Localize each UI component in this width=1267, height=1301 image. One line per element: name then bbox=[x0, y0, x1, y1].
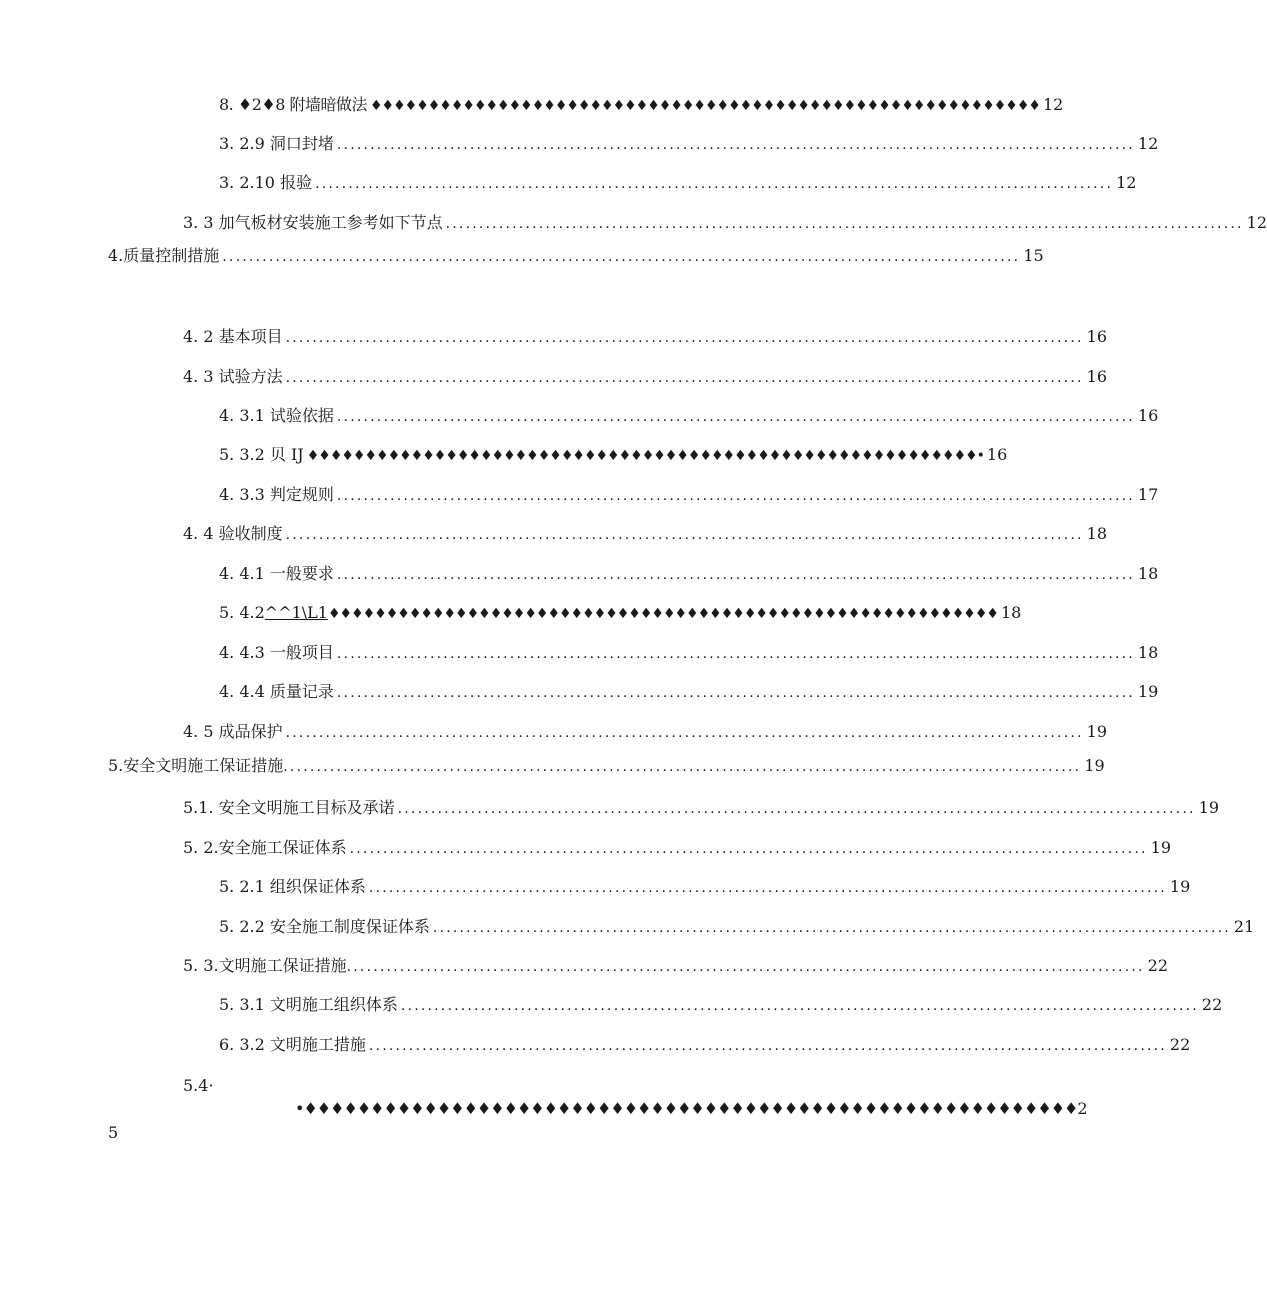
toc-leader: ........................................................................................................................ bbox=[397, 801, 1196, 817]
toc-entry-5-1[interactable] bbox=[183, 797, 1220, 820]
toc-entry-4-3-1[interactable] bbox=[219, 405, 1159, 428]
toc-leader: ........................................................................................................................ bbox=[285, 370, 1084, 386]
toc-label: 4. 4 验收制度 bbox=[183, 524, 283, 543]
toc-page-number: 19 bbox=[1086, 722, 1108, 741]
toc-leader: ........................................................................................................................ bbox=[222, 249, 1021, 265]
toc-label: 4. 2 基本项目 bbox=[183, 327, 283, 346]
toc-page-number: 12 bbox=[1116, 173, 1137, 192]
toc-label: 4. 4.4 质量记录 bbox=[219, 682, 334, 701]
toc-entry-4-3-3[interactable] bbox=[219, 484, 1159, 507]
toc-label: 5. 3.文明施工保证措施 bbox=[183, 956, 347, 975]
toc-label: 3. 3 加气板材安装施工参考如下节点 bbox=[183, 213, 443, 232]
toc-leader: ........................................................................................................................ bbox=[336, 488, 1135, 504]
toc-leader: ♦♦♦♦♦♦♦♦♦♦♦♦♦♦♦♦♦♦♦♦♦♦♦♦♦♦♦♦♦♦♦♦♦♦♦♦♦♦♦♦♦♦♦♦♦♦♦♦♦♦♦♦♦♦♦♦♦♦ bbox=[370, 98, 1040, 114]
toc-leader: ........................................................................................................................ bbox=[346, 959, 1145, 975]
toc-leader: ........................................................................................................................ bbox=[349, 841, 1148, 857]
toc-entry-4-5[interactable] bbox=[183, 721, 1108, 744]
toc-entry-4-3-2[interactable] bbox=[219, 444, 1008, 467]
toc-entry-5-4-leader: •♦♦♦♦♦♦♦♦♦♦♦♦♦♦♦♦♦♦♦♦♦♦♦♦♦♦♦♦♦♦♦♦♦♦♦♦♦♦♦♦♦♦♦♦♦♦♦♦♦♦♦♦♦♦♦♦♦♦2 bbox=[295, 1099, 1087, 1118]
toc-page-number: 19 bbox=[1137, 682, 1159, 701]
toc-leader: ♦♦♦♦♦♦♦♦♦♦♦♦♦♦♦♦♦♦♦♦♦♦♦♦♦♦♦♦♦♦♦♦♦♦♦♦♦♦♦♦♦♦♦♦♦♦♦♦♦♦♦♦♦♦♦♦♦♦ bbox=[327, 606, 998, 622]
toc-leader: ........................................................................................................................ bbox=[368, 880, 1167, 896]
toc-leader: ........................................................................................................................ bbox=[336, 567, 1135, 583]
toc-label: 5.安全文明施工保证措施 bbox=[108, 756, 284, 775]
toc-label: 5.1. 安全文明施工目标及承诺 bbox=[183, 798, 395, 817]
toc-page-number: 12 bbox=[1137, 134, 1159, 153]
toc-page-number: 22 bbox=[1147, 956, 1169, 975]
toc-leader: ........................................................................................................................ bbox=[445, 216, 1244, 232]
toc-label: 4. 5 成品保护 bbox=[183, 722, 283, 741]
toc-leader: ........................................................................................................................ bbox=[368, 1038, 1167, 1054]
toc-entry-5-2-1[interactable] bbox=[219, 876, 1191, 899]
toc-label: 4. 3 试验方法 bbox=[183, 367, 283, 386]
toc-entry-3-2-8[interactable] bbox=[219, 94, 1064, 117]
toc-page-number: 21 bbox=[1233, 917, 1255, 936]
toc-leader: ........................................................................................................................ bbox=[336, 685, 1135, 701]
toc-leader: ........................................................................................................................ bbox=[285, 330, 1084, 346]
toc-page-number: 12 bbox=[1246, 213, 1267, 232]
toc-leader: ........................................................................................................................ bbox=[400, 998, 1199, 1014]
toc-page-number: 18 bbox=[1086, 524, 1108, 543]
toc-entry-5-3-2[interactable] bbox=[219, 1034, 1191, 1057]
toc-leader: ........................................................................................................................ bbox=[283, 759, 1082, 775]
toc-entry-4-4-1[interactable] bbox=[219, 563, 1159, 586]
toc-label: 3. 2.10 报验 bbox=[219, 173, 313, 192]
toc-entry-4[interactable] bbox=[108, 245, 1044, 268]
toc-entry-5-3-1[interactable] bbox=[219, 994, 1223, 1017]
toc-page-number: 16 bbox=[1137, 406, 1159, 425]
toc-entry-3-2-10[interactable] bbox=[219, 172, 1137, 195]
toc-page-number: 19 bbox=[1084, 756, 1105, 775]
toc-label: 5. 3.1 文明施工组织体系 bbox=[219, 995, 398, 1014]
toc-label: 3. 2.9 洞口封堵 bbox=[219, 134, 334, 153]
toc-page-number: 12 bbox=[1042, 95, 1064, 114]
toc-page-number: 22 bbox=[1169, 1035, 1191, 1054]
toc-page-number: 19 bbox=[1198, 798, 1220, 817]
toc-label: 5. 2.安全施工保证体系 bbox=[183, 838, 347, 857]
toc-label: 8. ♦2♦8 附墙暗做法 bbox=[219, 95, 367, 114]
toc-leader: ........................................................................................................................ bbox=[285, 725, 1084, 741]
toc-entry-4-4[interactable] bbox=[183, 523, 1108, 546]
toc-entry-5-3[interactable] bbox=[183, 955, 1169, 978]
toc-page-number: 16 bbox=[986, 445, 1008, 464]
toc-entry-3-2-9[interactable] bbox=[219, 133, 1159, 156]
toc-page-number: 18 bbox=[1137, 564, 1159, 583]
toc-leader: ........................................................................................................................ bbox=[285, 527, 1084, 543]
toc-label: 5. 3.2 贝 IJ bbox=[219, 445, 304, 464]
toc-leader: ♦♦♦♦♦♦♦♦♦♦♦♦♦♦♦♦♦♦♦♦♦♦♦♦♦♦♦♦♦♦♦♦♦♦♦♦♦♦♦♦♦♦♦♦♦♦♦♦♦♦♦♦♦♦♦♦♦♦• bbox=[306, 448, 984, 464]
toc-entry-4-4-2[interactable] bbox=[219, 602, 1022, 625]
toc-page-number: 15 bbox=[1023, 246, 1044, 265]
toc-leader: ........................................................................................................................ bbox=[336, 646, 1135, 662]
toc-label: 4. 3.1 试验依据 bbox=[219, 406, 334, 425]
toc-label-underlined: ^^1\L1 bbox=[264, 603, 328, 622]
toc-leader: ........................................................................................................................ bbox=[336, 409, 1135, 425]
toc-label: 4. 3.3 判定规则 bbox=[219, 485, 334, 504]
toc-entry-4-4-3[interactable] bbox=[219, 642, 1159, 665]
toc-label: 4. 4.1 一般要求 bbox=[219, 564, 334, 583]
toc-page-number: 17 bbox=[1137, 485, 1159, 504]
toc-entry-5-4-label[interactable]: 5.4· bbox=[183, 1076, 214, 1095]
toc-page-number: 16 bbox=[1086, 327, 1108, 346]
toc-entry-4-3[interactable] bbox=[183, 366, 1108, 389]
toc-entry-5-4-wrapped-page: 5 bbox=[108, 1123, 119, 1142]
toc-entry-3-3[interactable] bbox=[183, 212, 1267, 235]
toc-entry-4-4-4[interactable] bbox=[219, 681, 1159, 704]
toc-leader: ........................................................................................................................ bbox=[432, 920, 1231, 936]
toc-page-number: 19 bbox=[1169, 877, 1191, 896]
toc-entry-5-2[interactable] bbox=[183, 837, 1172, 860]
toc-page-number: 18 bbox=[1137, 643, 1159, 662]
toc-label: 4. 4.3 一般项目 bbox=[219, 643, 334, 662]
toc-label: 5. 2.2 安全施工制度保证体系 bbox=[219, 917, 430, 936]
toc-page-number: 16 bbox=[1086, 367, 1108, 386]
toc-entry-5-2-2[interactable] bbox=[219, 916, 1255, 939]
toc-page-number: 22 bbox=[1201, 995, 1223, 1014]
toc-entry-5[interactable] bbox=[108, 755, 1105, 778]
toc-label: 5. 2.1 组织保证体系 bbox=[219, 877, 366, 896]
toc-label: 6. 3.2 文明施工措施 bbox=[219, 1035, 366, 1054]
toc-page-number: 18 bbox=[1000, 603, 1022, 622]
toc-entry-4-2[interactable] bbox=[183, 326, 1108, 349]
toc-label: 4.质量控制措施 bbox=[108, 246, 220, 265]
toc-leader: ........................................................................................................................ bbox=[336, 137, 1135, 153]
toc-page-number: 19 bbox=[1150, 838, 1172, 857]
toc-label: 5. 4.2 bbox=[219, 603, 265, 622]
toc-leader: ........................................................................................................................ bbox=[315, 176, 1114, 192]
